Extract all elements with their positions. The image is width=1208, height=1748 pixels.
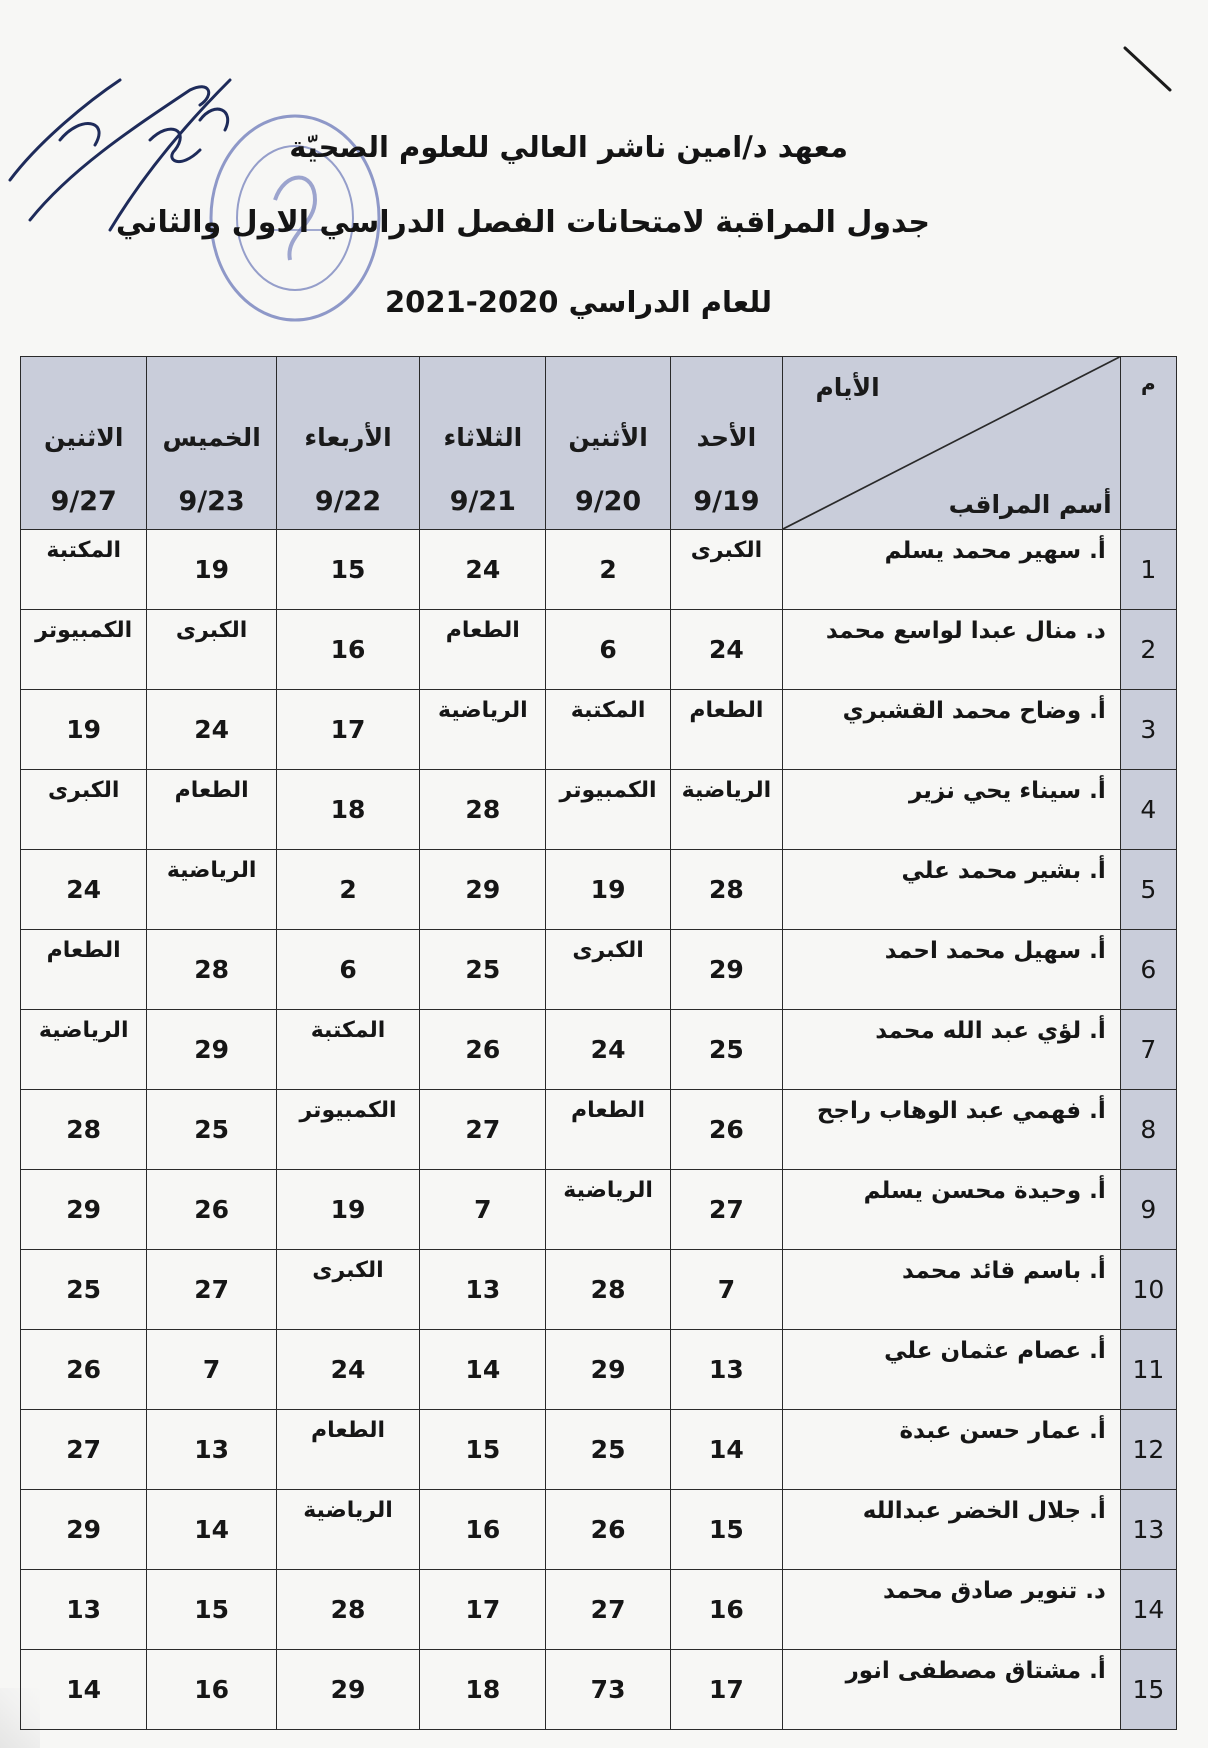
assignment-cell: 28 — [21, 1090, 147, 1170]
invigilator-name: د. منال عبدا لواسع محمد — [783, 610, 1121, 690]
schedule-title: جدول المراقبة لامتحانات الفصل الدراسي الاول والثاني — [115, 205, 930, 240]
row-number: 2 — [1120, 610, 1176, 690]
assignment-cell: الطعام — [670, 690, 783, 770]
assignment-cell: 19 — [21, 690, 147, 770]
assignment-cell: 15 — [670, 1490, 783, 1570]
assignment-cell: 27 — [420, 1090, 546, 1170]
assignment-cell: المكتبة — [21, 530, 147, 610]
day-header: الخميس 9/23 — [147, 357, 277, 530]
assignment-cell: 28 — [546, 1250, 670, 1330]
invigilator-name: أ. جلال الخضر عبدالله — [783, 1490, 1121, 1570]
table-row — [21, 690, 1177, 770]
assignment-cell: 29 — [276, 1650, 419, 1730]
assignment-cell: 15 — [147, 1570, 277, 1650]
assignment-cell: 28 — [276, 1570, 419, 1650]
table-row — [21, 610, 1177, 690]
invigilator-name: أ. مشتاق مصطفى انور — [783, 1650, 1121, 1730]
assignment-cell: الكمبيوتر — [546, 770, 670, 850]
assignment-cell: 15 — [420, 1410, 546, 1490]
table-body — [21, 530, 1177, 1730]
row-number: 10 — [1120, 1250, 1176, 1330]
table-row — [21, 1170, 1177, 1250]
assignment-cell: الكبرى — [546, 930, 670, 1010]
assignment-cell: 24 — [546, 1010, 670, 1090]
assignment-cell: 2 — [546, 530, 670, 610]
assignment-cell: المكتبة — [276, 1010, 419, 1090]
assignment-cell: الكبرى — [670, 530, 783, 610]
corner-pen-mark — [1120, 40, 1180, 100]
assignment-cell: 24 — [276, 1330, 419, 1410]
assignment-cell: المكتبة — [546, 690, 670, 770]
col-number-header: م — [1120, 357, 1176, 530]
assignment-cell: 6 — [546, 610, 670, 690]
assignment-cell: 19 — [546, 850, 670, 930]
assignment-cell: الكمبيوتر — [21, 610, 147, 690]
invigilator-name: أ. سيناء يحي نزير — [783, 770, 1121, 850]
invigilator-name: أ. عمار حسن عبدة — [783, 1410, 1121, 1490]
assignment-cell: 27 — [147, 1250, 277, 1330]
table-row — [21, 1010, 1177, 1090]
assignment-cell: الكبرى — [276, 1250, 419, 1330]
day-header: الأحد 9/19 — [670, 357, 783, 530]
row-number: 12 — [1120, 1410, 1176, 1490]
assignment-cell: 25 — [420, 930, 546, 1010]
assignment-cell: الطعام — [420, 610, 546, 690]
assignment-cell: 28 — [147, 930, 277, 1010]
table-row — [21, 1250, 1177, 1330]
assignment-cell: 29 — [147, 1010, 277, 1090]
assignment-cell: 29 — [21, 1170, 147, 1250]
assignment-cell: 7 — [420, 1170, 546, 1250]
row-number: 1 — [1120, 530, 1176, 610]
assignment-cell: 26 — [21, 1330, 147, 1410]
assignment-cell: 73 — [546, 1650, 670, 1730]
row-number: 14 — [1120, 1570, 1176, 1650]
institute-title: معهد د/امين ناشر العالي للعلوم الصحيّة — [289, 130, 848, 164]
table-row — [21, 1330, 1177, 1410]
table-row — [21, 850, 1177, 930]
assignment-cell: 16 — [670, 1570, 783, 1650]
assignment-cell: 25 — [21, 1250, 147, 1330]
assignment-cell: 24 — [21, 850, 147, 930]
table-row — [21, 1570, 1177, 1650]
table-row — [21, 770, 1177, 850]
invigilation-table — [20, 356, 1177, 1730]
assignment-cell: الرياضية — [546, 1170, 670, 1250]
assignment-cell: 25 — [670, 1010, 783, 1090]
assignment-cell: 13 — [420, 1250, 546, 1330]
assignment-cell: 15 — [276, 530, 419, 610]
assignment-cell: 19 — [276, 1170, 419, 1250]
assignment-cell: 7 — [147, 1330, 277, 1410]
day-header: الأربعاء 9/22 — [276, 357, 419, 530]
assignment-cell: الرياضية — [147, 850, 277, 930]
invigilator-name: أ. باسم قائد محمد — [783, 1250, 1121, 1330]
assignment-cell: 16 — [147, 1650, 277, 1730]
day-header: الاثنين 9/27 — [21, 357, 147, 530]
assignment-cell: الكبرى — [147, 610, 277, 690]
assignment-cell: 27 — [670, 1170, 783, 1250]
row-number: 11 — [1120, 1330, 1176, 1410]
assignment-cell: 26 — [147, 1170, 277, 1250]
invigilator-name: أ. سهيل محمد احمد — [783, 930, 1121, 1010]
invigilator-name: أ. لؤي عبد الله محمد — [783, 1010, 1121, 1090]
assignment-cell: 17 — [420, 1570, 546, 1650]
assignment-cell: 28 — [420, 770, 546, 850]
table-row — [21, 1650, 1177, 1730]
invigilation-table-wrapper — [20, 356, 1177, 1730]
assignment-cell: 13 — [670, 1330, 783, 1410]
assignment-cell: 27 — [21, 1410, 147, 1490]
row-number: 5 — [1120, 850, 1176, 930]
row-number: 3 — [1120, 690, 1176, 770]
invigilator-name: أ. وحيدة محسن يسلم — [783, 1170, 1121, 1250]
row-number: 4 — [1120, 770, 1176, 850]
day-header: الثلاثاء 9/21 — [420, 357, 546, 530]
assignment-cell: 14 — [420, 1330, 546, 1410]
assignment-cell: الطعام — [21, 930, 147, 1010]
assignment-cell: 2 — [276, 850, 419, 930]
table-row — [21, 1490, 1177, 1570]
assignment-cell: 17 — [670, 1650, 783, 1730]
assignment-cell: 28 — [670, 850, 783, 930]
diagonal-header-cell — [783, 357, 1121, 530]
assignment-cell: 16 — [276, 610, 419, 690]
assignment-cell: 19 — [147, 530, 277, 610]
days-label: الأيام — [815, 373, 880, 402]
row-number: 7 — [1120, 1010, 1176, 1090]
assignment-cell: 26 — [420, 1010, 546, 1090]
invigilator-name: أ. فهمي عبد الوهاب راجح — [783, 1090, 1121, 1170]
table-row — [21, 930, 1177, 1010]
invigilator-name: أ. عصام عثمان علي — [783, 1330, 1121, 1410]
assignment-cell: الكبرى — [21, 770, 147, 850]
assignment-cell: 26 — [670, 1090, 783, 1170]
assignment-cell: 17 — [276, 690, 419, 770]
day-header: الأثنين 9/20 — [546, 357, 670, 530]
assignment-cell: 14 — [670, 1410, 783, 1490]
assignment-cell: 18 — [420, 1650, 546, 1730]
table-row — [21, 1090, 1177, 1170]
assignment-cell: 25 — [147, 1090, 277, 1170]
assignment-cell: 6 — [276, 930, 419, 1010]
assignment-cell: الطعام — [546, 1090, 670, 1170]
assignment-cell: الكمبيوتر — [276, 1090, 419, 1170]
invigilator-name: د. تنوير صادق محمد — [783, 1570, 1121, 1650]
assignment-cell: 13 — [147, 1410, 277, 1490]
row-number: 15 — [1120, 1650, 1176, 1730]
assignment-cell: 18 — [276, 770, 419, 850]
assignment-cell: الطعام — [147, 770, 277, 850]
invigilator-name: أ. وضاح محمد القشبري — [783, 690, 1121, 770]
invigilator-name: أ. بشير محمد علي — [783, 850, 1121, 930]
table-row — [21, 530, 1177, 610]
assignment-cell: 14 — [147, 1490, 277, 1570]
assignment-cell: 27 — [546, 1570, 670, 1650]
assignment-cell: 7 — [670, 1250, 783, 1330]
row-number: 9 — [1120, 1170, 1176, 1250]
assignment-cell: 26 — [546, 1490, 670, 1570]
assignment-cell: الطعام — [276, 1410, 419, 1490]
assignment-cell: 13 — [21, 1570, 147, 1650]
assignment-cell: 29 — [21, 1490, 147, 1570]
assignment-cell: الرياضية — [420, 690, 546, 770]
academic-year: للعام الدراسي 2020-2021 — [385, 285, 772, 319]
assignment-cell: 29 — [420, 850, 546, 930]
row-number: 13 — [1120, 1490, 1176, 1570]
assignment-cell: 24 — [670, 610, 783, 690]
assignment-cell: 29 — [546, 1330, 670, 1410]
invigilator-name: أ. سهير محمد يسلم — [783, 530, 1121, 610]
assignment-cell: 29 — [670, 930, 783, 1010]
invigilator-label: أسم المراقب — [948, 490, 1112, 519]
table-row — [21, 1410, 1177, 1490]
row-number: 6 — [1120, 930, 1176, 1010]
assignment-cell: 16 — [420, 1490, 546, 1570]
assignment-cell: 25 — [546, 1410, 670, 1490]
assignment-cell: الرياضية — [21, 1010, 147, 1090]
assignment-cell: الرياضية — [276, 1490, 419, 1570]
table-header-row — [21, 357, 1177, 530]
assignment-cell: الرياضية — [670, 770, 783, 850]
assignment-cell: 24 — [147, 690, 277, 770]
row-number: 8 — [1120, 1090, 1176, 1170]
assignment-cell: 14 — [21, 1650, 147, 1730]
assignment-cell: 24 — [420, 530, 546, 610]
